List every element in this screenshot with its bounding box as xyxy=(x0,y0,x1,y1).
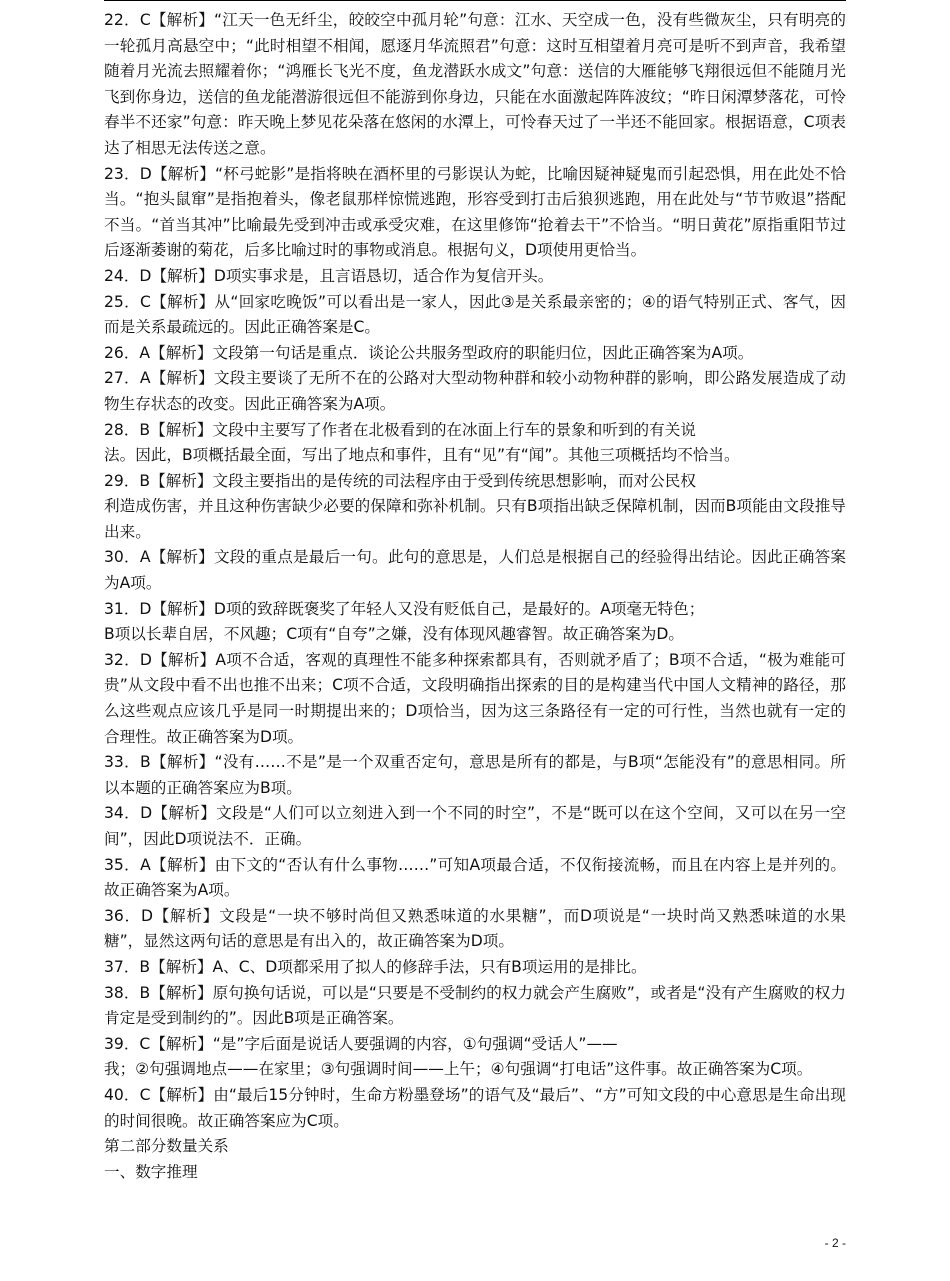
answer-35: 35．A【解析】由下文的“否认有什么事物……”可知A项最合适，不仅衔接流畅，而且在内容上是并列的。故正确答案为A项。 xyxy=(104,855,846,900)
answer-26: 26．A【解析】文段第一句话是重点．谈论公共服务型政府的职能归位，因此正确答案为A项。 xyxy=(104,343,754,362)
answer-39: 39．C【解析】“是”字后面是说话人要强调的内容，①句强调“受话人”—— xyxy=(104,1034,618,1053)
answer-39-cont: 我；②句强调地点——在家里；③句强调时间——上午；④句强调“打电话”这件事。故正确答案为C项。 xyxy=(104,1060,813,1079)
section-heading: 第二部分数量关系 xyxy=(104,1137,229,1156)
answer-28: 28．B【解析】文段中主要写了作者在北极看到的在冰面上行车的景象和听到的有关说 xyxy=(104,420,696,439)
answer-34: 34．D【解析】文段是“人们可以立刻进入到一个不同的时空”，不是“既可以在这个空间，又可以在另一空间”，因此D项说法不．正确。 xyxy=(104,804,846,848)
answer-32: 32．D【解析】A项不合适，客观的真理性不能多种探索都具有，否则就矛盾了；B项不合适，“极为难能可贵”从文段中看不出也推不出来；C项不合适，文段明确指出探索的目的是构建当代中国人文精神的路径，那么这些观点应该几乎是同一时期提出来的；D项恰当，因为这三条路径有一定的可行性，当然也就有一定的合理性。故正确答案为D项。 xyxy=(104,650,846,746)
answer-27: 27．A【解析】文段主要谈了无所不在的公路对大型动物种群和较小动物种群的影响，即公路发展造成了动物生存状态的改变。因此正确答案为A项。 xyxy=(104,369,846,413)
answer-40: 40．C【解析】由“最后15分钟时，生命方粉墨登场”的语气及“最后”、“方”可知文段的中心意思是生命出现的时间很晚。故正确答案应为C项。 xyxy=(104,1085,846,1130)
answer-33: 33．B【解析】“没有……不是”是一个双重否定句，意思是所有的都是，与B项“怎能没有”的意思相同。所以本题的正确答案应为B项。 xyxy=(104,753,846,797)
answer-28-cont: 法。因此，B项概括最全面，写出了地点和事件，且有“见”有“闻”。其他三项概括均不恰当。 xyxy=(104,446,740,465)
document-body xyxy=(104,8,846,1185)
answer-38: 38．B【解析】原句换句话说，可以是“只要是不受制约的权力就会产生腐败”，或者是“没有产生腐败的权力肯定是受到制约的”。因此B项是正确答案。 xyxy=(104,983,846,1028)
answer-24: 24．D【解析】D项实事求是，且言语恳切，适合作为复信开头。 xyxy=(104,266,554,285)
answer-22: 22．C【解析】“江天一色无纤尘，皎皎空中孤月轮”句意：江水、天空成一色，没有些微灰尘，只有明亮的一轮孤月高悬空中；“此时相望不相闻，愿逐月华流照君”句意：这时互相望着月亮可是听不到声音，我希望随着月光流去照耀着你；“鸿雁长飞光不度，鱼龙潜跃水成文”句意：送信的大雁能够飞翔很远但不能随月光飞到你身边，送信的鱼龙能潜游很远但不能游到你身边，只能在水面激起阵阵波纹；“昨日闲潭梦落花，可怜春半不还家”句意：昨天晚上梦见花朵落在悠闲的水潭上，可怜春天过了一半还不能回家。根据语意，C项表达了相思无法传送之意。 xyxy=(104,11,846,157)
header-rule xyxy=(104,0,846,1)
page-number: - 2 - xyxy=(824,1236,846,1250)
subsection-heading: 一、数字推理 xyxy=(104,1162,198,1181)
answer-36: 36．D【解析】文段是“一块不够时尚但又熟悉味道的水果糖”，而D项说是“一块时尚又熟悉味道的水果糖”，显然这两句话的意思是有出入的，故正确答案为D项。 xyxy=(104,906,846,951)
answer-31-cont: B项以长辈自居，不风趣；C项有“自夸”之嫌，没有体现风趣睿智。故正确答案为D。 xyxy=(104,625,684,644)
answer-31: 31．D【解析】D项的致辞既褒奖了年轻人又没有贬低自己，是最好的。A项毫无特色； xyxy=(104,599,705,618)
answer-37: 37．B【解析】A、C、D项都采用了拟人的修辞手法，只有B项运用的是排比。 xyxy=(104,957,647,976)
answer-23: 23．D【解析】“杯弓蛇影”是指将映在酒杯里的弓影误认为蛇，比喻因疑神疑鬼而引起恐惧，用在此处不恰当。“抱头鼠窜”是指抱着头，像老鼠那样惊慌逃跑，形容受到打击后狼狈逃跑，用在此处与“节节败退”搭配不当。“首当其冲”比喻最先受到冲击或承受灾难，在这里修饰“抢着去干”不恰当。“明日黄花”原指重阳节过后逐渐萎谢的菊花，后多比喻过时的事物或消息。根据句义，D项使用更恰当。 xyxy=(104,164,846,260)
answer-25: 25．C【解析】从“回家吃晚饭”可以看出是一家人，因此③是关系最亲密的；④的语气特别正式、客气，因而是关系最疏远的。因此正确答案是C。 xyxy=(104,292,846,337)
answer-30: 30．A【解析】文段的重点是最后一句。此句的意思是，人们总是根据自己的经验得出结论。因此正确答案为A项。 xyxy=(104,548,846,593)
answer-29-cont: 利造成伤害，并且这种伤害缺少必要的保障和弥补机制。只有B项指出缺乏保障机制，因而B项能由文段推导出来。 xyxy=(104,497,846,541)
answer-29: 29．B【解析】文段主要指出的是传统的司法程序由于受到传统思想影响，而对公民权 xyxy=(104,471,696,490)
